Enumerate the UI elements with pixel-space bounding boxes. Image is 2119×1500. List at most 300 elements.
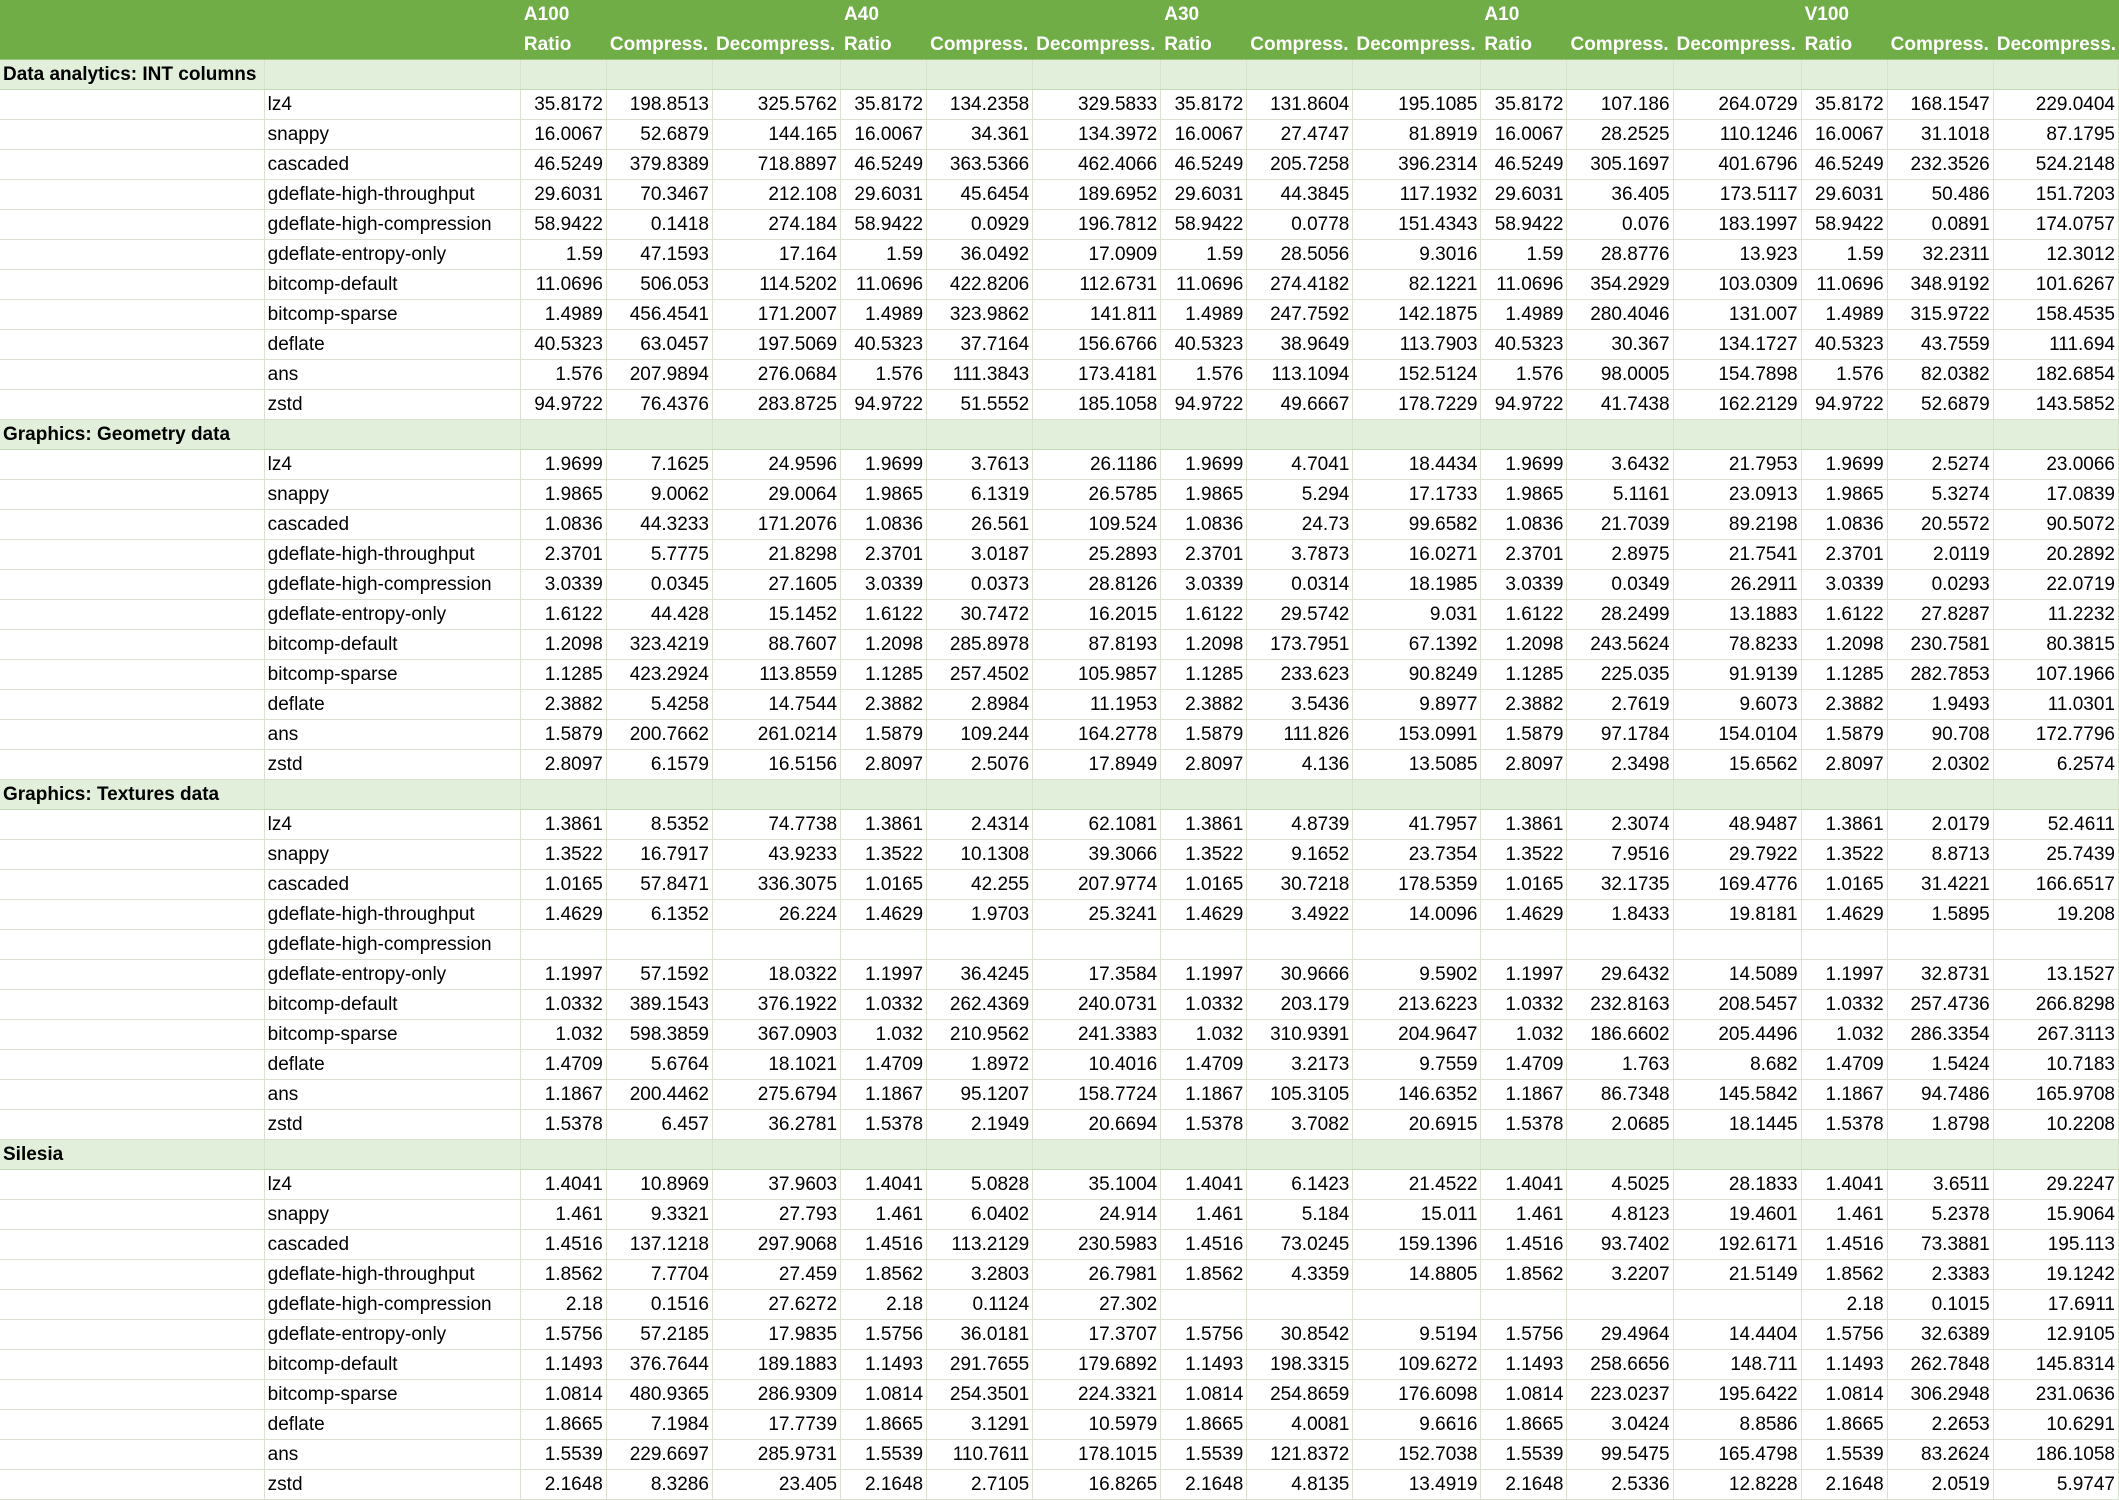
value-cell: 36.405	[1567, 180, 1673, 210]
value-cell: 1.5879	[520, 720, 606, 750]
value-cell: 1.59	[1161, 240, 1247, 270]
value-cell: 28.8776	[1567, 240, 1673, 270]
value-cell: 310.9391	[1247, 1020, 1353, 1050]
value-cell: 1.032	[1481, 1020, 1567, 1050]
value-cell: 17.0909	[1033, 240, 1161, 270]
value-cell: 35.8172	[841, 90, 927, 120]
value-cell: 6.1423	[1247, 1170, 1353, 1200]
value-cell: 15.1452	[712, 600, 840, 630]
value-cell: 37.9603	[712, 1170, 840, 1200]
value-cell: 7.7704	[606, 1260, 712, 1290]
value-cell: 2.18	[1801, 1290, 1887, 1320]
value-cell: 1.5539	[520, 1440, 606, 1470]
value-cell: 2.18	[520, 1290, 606, 1320]
value-cell: 0.0293	[1887, 570, 1993, 600]
value-cell: 29.6432	[1567, 960, 1673, 990]
value-cell: 5.7775	[606, 540, 712, 570]
value-cell: 158.7724	[1033, 1080, 1161, 1110]
value-cell: 23.0066	[1993, 450, 2118, 480]
value-cell: 0.0778	[1247, 210, 1353, 240]
value-cell: 26.224	[712, 900, 840, 930]
gpu-header: V100	[1801, 0, 2118, 30]
value-cell: 1.0836	[1481, 510, 1567, 540]
value-cell: 1.3861	[1801, 810, 1887, 840]
compress-header: Compress.	[1247, 30, 1353, 60]
value-cell: 13.1883	[1673, 600, 1801, 630]
value-cell: 210.9562	[927, 1020, 1033, 1050]
algorithm-name: bitcomp-sparse	[264, 300, 520, 330]
value-cell: 389.1543	[606, 990, 712, 1020]
value-cell: 9.5194	[1353, 1320, 1481, 1350]
value-cell: 9.3321	[606, 1200, 712, 1230]
value-cell: 208.5457	[1673, 990, 1801, 1020]
value-cell: 107.1966	[1993, 660, 2118, 690]
value-cell: 1.4989	[1801, 300, 1887, 330]
section-title: Silesia	[0, 1140, 264, 1170]
value-cell: 0.0373	[927, 570, 1033, 600]
value-cell: 94.9722	[1481, 390, 1567, 420]
value-cell: 16.7917	[606, 840, 712, 870]
value-cell: 34.361	[927, 120, 1033, 150]
value-cell: 2.8097	[520, 750, 606, 780]
value-cell: 50.486	[1887, 180, 1993, 210]
value-cell: 29.6031	[1481, 180, 1567, 210]
value-cell: 2.0519	[1887, 1470, 1993, 1500]
value-cell: 231.0636	[1993, 1380, 2118, 1410]
value-cell: 1.2098	[520, 630, 606, 660]
value-cell: 1.0814	[841, 1380, 927, 1410]
value-cell	[1033, 930, 1161, 960]
value-cell: 99.5475	[1567, 1440, 1673, 1470]
value-cell: 26.5785	[1033, 480, 1161, 510]
value-cell: 225.035	[1567, 660, 1673, 690]
algorithm-name: cascaded	[264, 1230, 520, 1260]
value-cell: 23.7354	[1353, 840, 1481, 870]
value-cell: 2.8097	[1801, 750, 1887, 780]
value-cell: 254.3501	[927, 1380, 1033, 1410]
value-cell: 2.3882	[520, 690, 606, 720]
value-cell: 19.8181	[1673, 900, 1801, 930]
algorithm-name: deflate	[264, 1410, 520, 1440]
value-cell: 1.4516	[520, 1230, 606, 1260]
value-cell: 20.2892	[1993, 540, 2118, 570]
value-cell: 3.7873	[1247, 540, 1353, 570]
value-cell: 197.5069	[712, 330, 840, 360]
value-cell: 52.6879	[606, 120, 712, 150]
value-cell: 1.8562	[520, 1260, 606, 1290]
value-cell: 198.3315	[1247, 1350, 1353, 1380]
value-cell: 3.2173	[1247, 1050, 1353, 1080]
value-cell: 1.461	[1481, 1200, 1567, 1230]
value-cell: 186.6602	[1567, 1020, 1673, 1050]
value-cell: 27.8287	[1887, 600, 1993, 630]
value-cell: 97.1784	[1567, 720, 1673, 750]
algorithm-name: deflate	[264, 1050, 520, 1080]
value-cell: 1.0332	[841, 990, 927, 1020]
value-cell	[1247, 930, 1353, 960]
value-cell: 315.9722	[1887, 300, 1993, 330]
value-cell: 30.7218	[1247, 870, 1353, 900]
value-cell: 8.8713	[1887, 840, 1993, 870]
value-cell: 49.6667	[1247, 390, 1353, 420]
value-cell	[1801, 930, 1887, 960]
value-cell	[1567, 930, 1673, 960]
value-cell: 47.1593	[606, 240, 712, 270]
section-row	[0, 420, 2119, 450]
value-cell: 1.6122	[1481, 600, 1567, 630]
value-cell: 21.7953	[1673, 450, 1801, 480]
table-row	[0, 270, 2119, 300]
value-cell: 422.8206	[927, 270, 1033, 300]
value-cell: 10.6291	[1993, 1410, 2118, 1440]
table-row	[0, 210, 2119, 240]
table-row	[0, 330, 2119, 360]
decompress-header: Decompress.	[1673, 30, 1801, 60]
value-cell: 1.59	[841, 240, 927, 270]
value-cell	[712, 930, 840, 960]
value-cell: 31.4221	[1887, 870, 1993, 900]
value-cell: 44.3845	[1247, 180, 1353, 210]
value-cell: 1.8562	[1801, 1260, 1887, 1290]
value-cell: 6.457	[606, 1110, 712, 1140]
value-cell: 40.5323	[841, 330, 927, 360]
value-cell: 35.8172	[520, 90, 606, 120]
value-cell: 11.0696	[1801, 270, 1887, 300]
value-cell: 9.0062	[606, 480, 712, 510]
value-cell: 1.0836	[841, 510, 927, 540]
value-cell: 1.0165	[1801, 870, 1887, 900]
table-row	[0, 1080, 2119, 1110]
table-body	[0, 60, 2119, 1500]
value-cell: 192.6171	[1673, 1230, 1801, 1260]
value-cell: 11.2232	[1993, 600, 2118, 630]
algorithm-name: gdeflate-high-compression	[264, 210, 520, 240]
value-cell: 146.6352	[1353, 1080, 1481, 1110]
value-cell: 3.0339	[1801, 570, 1887, 600]
value-cell: 1.8665	[841, 1410, 927, 1440]
value-cell: 205.4496	[1673, 1020, 1801, 1050]
value-cell: 27.6272	[712, 1290, 840, 1320]
value-cell: 41.7957	[1353, 810, 1481, 840]
value-cell: 1.9699	[1481, 450, 1567, 480]
value-cell: 285.8978	[927, 630, 1033, 660]
value-cell: 200.7662	[606, 720, 712, 750]
compress-header: Compress.	[927, 30, 1033, 60]
value-cell: 83.2624	[1887, 1440, 1993, 1470]
value-cell: 1.3522	[1801, 840, 1887, 870]
value-cell: 1.1867	[520, 1080, 606, 1110]
value-cell: 718.8897	[712, 150, 840, 180]
value-cell: 73.3881	[1887, 1230, 1993, 1260]
value-cell: 162.2129	[1673, 390, 1801, 420]
value-cell: 3.0339	[1481, 570, 1567, 600]
value-cell: 354.2929	[1567, 270, 1673, 300]
ratio-header: Ratio	[520, 30, 606, 60]
value-cell: 107.186	[1567, 90, 1673, 120]
value-cell: 10.5979	[1033, 1410, 1161, 1440]
value-cell: 18.0322	[712, 960, 840, 990]
algorithm-name: ans	[264, 720, 520, 750]
value-cell: 182.6854	[1993, 360, 2118, 390]
value-cell: 13.5085	[1353, 750, 1481, 780]
value-cell: 1.8562	[841, 1260, 927, 1290]
value-cell: 113.1094	[1247, 360, 1353, 390]
value-cell: 39.3066	[1033, 840, 1161, 870]
value-cell: 171.2007	[712, 300, 840, 330]
value-cell: 2.3701	[1161, 540, 1247, 570]
value-cell: 158.4535	[1993, 300, 2118, 330]
value-cell: 266.8298	[1993, 990, 2118, 1020]
value-cell: 1.3522	[1481, 840, 1567, 870]
value-cell: 105.9857	[1033, 660, 1161, 690]
value-cell: 9.8977	[1353, 690, 1481, 720]
value-cell	[1481, 1290, 1567, 1320]
value-cell: 8.5352	[606, 810, 712, 840]
algorithm-name: gdeflate-entropy-only	[264, 600, 520, 630]
value-cell: 257.4736	[1887, 990, 1993, 1020]
value-cell: 17.3707	[1033, 1320, 1161, 1350]
value-cell: 94.9722	[1801, 390, 1887, 420]
value-cell: 9.6073	[1673, 690, 1801, 720]
value-cell	[1247, 1290, 1353, 1320]
value-cell: 254.8659	[1247, 1380, 1353, 1410]
value-cell: 80.3815	[1993, 630, 2118, 660]
value-cell: 1.0332	[1801, 990, 1887, 1020]
value-cell: 41.7438	[1567, 390, 1673, 420]
value-cell: 26.2911	[1673, 570, 1801, 600]
algorithm-name: gdeflate-high-throughput	[264, 900, 520, 930]
algorithm-name: deflate	[264, 690, 520, 720]
value-cell: 2.4314	[927, 810, 1033, 840]
value-cell: 173.5117	[1673, 180, 1801, 210]
value-cell: 27.1605	[712, 570, 840, 600]
value-cell: 94.9722	[841, 390, 927, 420]
algorithm-name: gdeflate-high-throughput	[264, 180, 520, 210]
value-cell: 1.5378	[1161, 1110, 1247, 1140]
value-cell: 171.2076	[712, 510, 840, 540]
table-row	[0, 840, 2119, 870]
value-cell: 142.1875	[1353, 300, 1481, 330]
value-cell: 0.0345	[606, 570, 712, 600]
value-cell: 35.8172	[1161, 90, 1247, 120]
value-cell: 17.7739	[712, 1410, 840, 1440]
value-cell: 16.2015	[1033, 600, 1161, 630]
value-cell: 15.011	[1353, 1200, 1481, 1230]
value-cell: 1.8798	[1887, 1110, 1993, 1140]
value-cell: 3.2207	[1567, 1260, 1673, 1290]
value-cell: 70.3467	[606, 180, 712, 210]
algorithm-name: snappy	[264, 480, 520, 510]
value-cell: 93.7402	[1567, 1230, 1673, 1260]
value-cell: 26.1186	[1033, 450, 1161, 480]
value-cell: 32.2311	[1887, 240, 1993, 270]
value-cell: 166.6517	[1993, 870, 2118, 900]
value-cell: 16.0067	[520, 120, 606, 150]
value-cell: 1.4989	[1161, 300, 1247, 330]
value-cell: 1.4709	[841, 1050, 927, 1080]
value-cell: 17.8949	[1033, 750, 1161, 780]
value-cell: 14.4404	[1673, 1320, 1801, 1350]
value-cell: 52.4611	[1993, 810, 2118, 840]
value-cell: 6.1579	[606, 750, 712, 780]
value-cell: 1.1493	[520, 1350, 606, 1380]
value-cell: 2.3882	[841, 690, 927, 720]
compress-header: Compress.	[1887, 30, 1993, 60]
value-cell: 18.1445	[1673, 1110, 1801, 1140]
algorithm-name: bitcomp-default	[264, 990, 520, 1020]
value-cell: 173.4181	[1033, 360, 1161, 390]
value-cell: 1.5756	[1801, 1320, 1887, 1350]
value-cell: 1.1285	[1481, 660, 1567, 690]
value-cell: 2.3383	[1887, 1260, 1993, 1290]
value-cell: 1.59	[1481, 240, 1567, 270]
table-row	[0, 600, 2119, 630]
value-cell: 1.461	[841, 1200, 927, 1230]
value-cell: 28.5056	[1247, 240, 1353, 270]
value-cell: 2.1648	[1161, 1470, 1247, 1500]
value-cell: 16.8265	[1033, 1470, 1161, 1500]
value-cell: 111.3843	[927, 360, 1033, 390]
value-cell: 1.8665	[1161, 1410, 1247, 1440]
value-cell: 274.184	[712, 210, 840, 240]
algorithm-name: zstd	[264, 1470, 520, 1500]
value-cell: 14.8805	[1353, 1260, 1481, 1290]
value-cell: 40.5323	[520, 330, 606, 360]
value-cell: 5.4258	[606, 690, 712, 720]
table-row	[0, 720, 2119, 750]
value-cell: 156.6766	[1033, 330, 1161, 360]
value-cell: 1.5378	[841, 1110, 927, 1140]
value-cell: 43.7559	[1887, 330, 1993, 360]
value-cell: 159.1396	[1353, 1230, 1481, 1260]
table-row	[0, 510, 2119, 540]
value-cell: 1.4041	[1161, 1170, 1247, 1200]
value-cell: 154.0104	[1673, 720, 1801, 750]
value-cell: 1.4989	[520, 300, 606, 330]
value-cell: 0.1516	[606, 1290, 712, 1320]
value-cell: 113.2129	[927, 1230, 1033, 1260]
value-cell: 16.0067	[1801, 120, 1887, 150]
algorithm-name: ans	[264, 1440, 520, 1470]
value-cell: 2.1949	[927, 1110, 1033, 1140]
table-row	[0, 1020, 2119, 1050]
value-cell: 23.405	[712, 1470, 840, 1500]
value-cell: 4.8123	[1567, 1200, 1673, 1230]
value-cell: 230.5983	[1033, 1230, 1161, 1260]
value-cell: 1.1285	[1801, 660, 1887, 690]
value-cell: 1.5378	[520, 1110, 606, 1140]
value-cell: 195.6422	[1673, 1380, 1801, 1410]
value-cell: 230.7581	[1887, 630, 1993, 660]
value-cell: 1.5895	[1887, 900, 1993, 930]
value-cell: 336.3075	[712, 870, 840, 900]
algorithm-name: bitcomp-sparse	[264, 1380, 520, 1410]
value-cell: 261.0214	[712, 720, 840, 750]
value-cell: 6.1352	[606, 900, 712, 930]
value-cell: 30.8542	[1247, 1320, 1353, 1350]
value-cell: 43.9233	[712, 840, 840, 870]
value-cell: 169.4776	[1673, 870, 1801, 900]
value-cell: 1.9699	[520, 450, 606, 480]
value-cell: 179.6892	[1033, 1350, 1161, 1380]
value-cell: 1.4629	[1481, 900, 1567, 930]
value-cell: 10.1308	[927, 840, 1033, 870]
value-cell: 1.4041	[520, 1170, 606, 1200]
value-cell: 1.4516	[841, 1230, 927, 1260]
value-cell: 31.1018	[1887, 120, 1993, 150]
value-cell: 14.5089	[1673, 960, 1801, 990]
value-cell: 1.5756	[1161, 1320, 1247, 1350]
value-cell: 8.682	[1673, 1050, 1801, 1080]
value-cell: 598.3859	[606, 1020, 712, 1050]
table-row	[0, 150, 2119, 180]
value-cell: 2.3701	[520, 540, 606, 570]
value-cell: 11.0301	[1993, 690, 2118, 720]
algorithm-name: gdeflate-high-throughput	[264, 540, 520, 570]
value-cell: 1.763	[1567, 1050, 1673, 1080]
value-cell: 1.5756	[841, 1320, 927, 1350]
value-cell: 367.0903	[712, 1020, 840, 1050]
value-cell: 1.4709	[1481, 1050, 1567, 1080]
value-cell: 205.7258	[1247, 150, 1353, 180]
value-cell: 2.0119	[1887, 540, 1993, 570]
value-cell: 186.1058	[1993, 1440, 2118, 1470]
value-cell: 165.4798	[1673, 1440, 1801, 1470]
value-cell: 40.5323	[1801, 330, 1887, 360]
value-cell: 109.6272	[1353, 1350, 1481, 1380]
value-cell: 2.3882	[1801, 690, 1887, 720]
value-cell: 0.0891	[1887, 210, 1993, 240]
value-cell: 423.2924	[606, 660, 712, 690]
value-cell: 257.4502	[927, 660, 1033, 690]
value-cell: 241.3383	[1033, 1020, 1161, 1050]
value-cell: 0.1015	[1887, 1290, 1993, 1320]
table-row	[0, 540, 2119, 570]
value-cell: 2.0302	[1887, 750, 1993, 780]
value-cell: 0.1418	[606, 210, 712, 240]
value-cell: 213.6223	[1353, 990, 1481, 1020]
value-cell: 2.5076	[927, 750, 1033, 780]
value-cell: 16.0067	[841, 120, 927, 150]
value-cell: 90.708	[1887, 720, 1993, 750]
value-cell: 46.5249	[1801, 150, 1887, 180]
value-cell: 283.8725	[712, 390, 840, 420]
algorithm-name: snappy	[264, 120, 520, 150]
value-cell: 1.1285	[1161, 660, 1247, 690]
value-cell: 134.2358	[927, 90, 1033, 120]
value-cell: 1.0332	[1481, 990, 1567, 1020]
value-cell: 1.1997	[1481, 960, 1567, 990]
value-cell: 262.4369	[927, 990, 1033, 1020]
value-cell: 16.0067	[1161, 120, 1247, 150]
value-cell: 325.5762	[712, 90, 840, 120]
value-cell: 44.3233	[606, 510, 712, 540]
value-cell: 3.0339	[841, 570, 927, 600]
value-cell: 1.9865	[841, 480, 927, 510]
value-cell: 1.576	[841, 360, 927, 390]
value-cell: 1.0836	[520, 510, 606, 540]
value-cell: 323.9862	[927, 300, 1033, 330]
value-cell: 151.7203	[1993, 180, 2118, 210]
algorithm-name: zstd	[264, 750, 520, 780]
value-cell: 1.4709	[1161, 1050, 1247, 1080]
table-row	[0, 1470, 2119, 1500]
value-cell: 4.0081	[1247, 1410, 1353, 1440]
gpu-header-row	[0, 0, 2119, 30]
value-cell: 63.0457	[606, 330, 712, 360]
value-cell: 45.6454	[927, 180, 1033, 210]
value-cell: 13.4919	[1353, 1470, 1481, 1500]
